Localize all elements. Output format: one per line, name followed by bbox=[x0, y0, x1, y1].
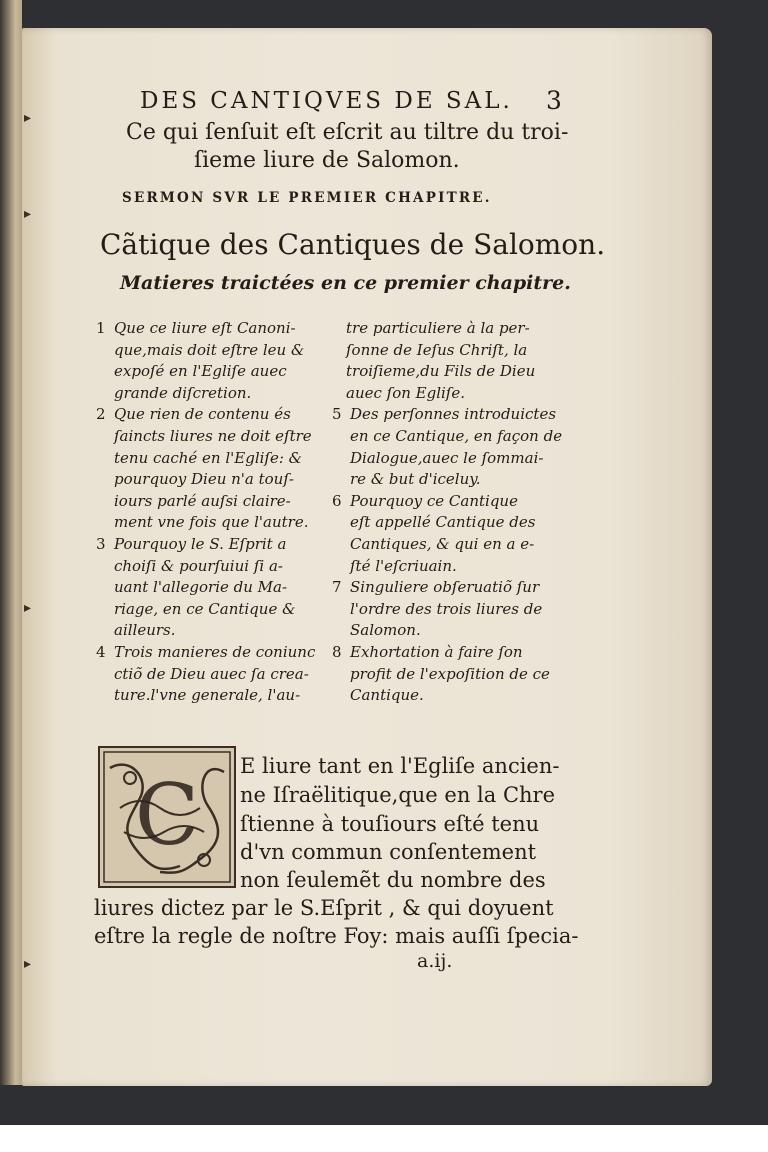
item-line: Cantique. bbox=[350, 686, 424, 705]
matter-item bbox=[332, 491, 564, 577]
body-line: E liure tant en l'Egliſe ancien- bbox=[240, 754, 560, 778]
item-line: l'ordre des trois liures de bbox=[350, 599, 543, 618]
item-line: auec ſon Egliſe. bbox=[346, 383, 466, 402]
body-line: non ſeulemẽt du nombre des bbox=[240, 868, 546, 892]
matter-item bbox=[332, 577, 564, 642]
body-line: eſtre la regle de noſtre Foy: mais auſſi ſpecia- bbox=[94, 924, 579, 948]
book-spine bbox=[0, 0, 22, 1085]
running-head: DES CANTIQVES DE SAL. bbox=[140, 88, 513, 114]
matter-item bbox=[332, 642, 564, 707]
ornament-icon bbox=[100, 748, 234, 886]
item-number: 5 bbox=[332, 405, 342, 424]
item-line: Que rien de contenu és bbox=[114, 405, 291, 424]
intro-line: Ce qui ſenſuit eſt eſcrit au tiltre du troi- bbox=[126, 120, 569, 145]
item-line: tre particuliere à la per- bbox=[346, 319, 530, 337]
item-line: re & but d'iceluy. bbox=[350, 470, 481, 489]
item-line: Salomon. bbox=[350, 621, 421, 640]
sermon-heading: SERMON SVR LE PREMIER CHAPITRE. bbox=[122, 190, 492, 206]
margin-mark: ▸ bbox=[24, 110, 32, 126]
item-line: tenu caché en l'Egliſe: & bbox=[114, 448, 303, 467]
item-line: ſonne de Ieſus Chriſt, la bbox=[346, 340, 528, 359]
matter-item bbox=[96, 642, 330, 707]
item-number: 4 bbox=[96, 642, 106, 661]
item-line: Cantiques, & qui en a e- bbox=[350, 534, 535, 553]
matters-right-column bbox=[332, 318, 564, 707]
matter-item bbox=[96, 318, 330, 404]
matter-item bbox=[332, 404, 564, 490]
item-number: 6 bbox=[332, 491, 342, 510]
item-line: Pourquoy le S. Eſprit a bbox=[114, 534, 287, 553]
item-line: troiſieme,du Fils de Dieu bbox=[346, 362, 536, 381]
item-number: 7 bbox=[332, 578, 342, 597]
item-line: ſaincts liures ne doit eſtre bbox=[114, 426, 312, 445]
item-line: Dialogue,auec le ſommai- bbox=[350, 448, 544, 467]
matter-item bbox=[96, 404, 330, 534]
body-line: d'vn commun conſentement bbox=[240, 840, 537, 864]
item-line: ture.l'vne generale, l'au- bbox=[114, 686, 301, 705]
item-line: ſté l'eſcriuain. bbox=[350, 556, 457, 575]
item-line: choiſi & pourſuiui ſi a- bbox=[114, 556, 283, 575]
item-line: profit de l'expoſition de ce bbox=[350, 664, 550, 683]
item-line: ctiõ de Dieu auec ſa crea- bbox=[114, 664, 309, 683]
item-number: 2 bbox=[96, 405, 106, 424]
item-line: Que ce liure eſt Canoni- bbox=[114, 319, 296, 337]
item-number: 8 bbox=[332, 642, 342, 661]
item-line: ment vne fois que l'autre. bbox=[114, 513, 309, 532]
item-number: 1 bbox=[96, 319, 106, 337]
item-line: ailleurs. bbox=[114, 621, 176, 640]
item-line: en ce Cantique, en façon de bbox=[350, 426, 563, 445]
subtitle: Matieres traictées en ce premier chapitre. bbox=[120, 272, 571, 294]
body-line: ne Iſraëlitique,que en la Chre bbox=[240, 783, 556, 807]
matter-item bbox=[96, 534, 330, 642]
catchword: a.ij. bbox=[417, 950, 453, 972]
item-line: Singuliere obſeruatiõ ſur bbox=[350, 578, 540, 597]
margin-mark: ▸ bbox=[24, 600, 32, 616]
item-line: uant l'allegorie du Ma- bbox=[114, 578, 288, 597]
item-line: Exhortation à faire ſon bbox=[350, 642, 523, 661]
margin-mark: ▸ bbox=[24, 206, 32, 222]
item-line: Trois manieres de coniunc bbox=[114, 642, 316, 661]
item-line: iours parlé auſsi claire- bbox=[114, 491, 291, 510]
item-number: 3 bbox=[96, 534, 106, 553]
intro-line: ſieme liure de Salomon. bbox=[194, 148, 460, 173]
matters-left-column bbox=[96, 318, 330, 707]
item-line: que,mais doit eſtre leu & bbox=[114, 340, 305, 359]
item-line: Pourquoy ce Cantique bbox=[350, 491, 518, 510]
page-number: 3 bbox=[546, 86, 562, 115]
item-line: expoſé en l'Egliſe auec bbox=[114, 362, 287, 381]
main-title: Cãtique des Cantiques de Salomon. bbox=[100, 228, 606, 261]
body-line: liures dictez par le S.Eſprit , & qui doyuent bbox=[94, 896, 554, 920]
item-line: pourquoy Dieu n'a touſ- bbox=[114, 470, 294, 489]
drop-cap-ornament bbox=[98, 746, 236, 888]
item-line: Des perſonnes introduictes bbox=[350, 405, 557, 424]
margin-mark: ▸ bbox=[24, 956, 32, 972]
body-line: ſtienne à touſiours eſté tenu bbox=[240, 812, 540, 836]
item-line: eſt appellé Cantique des bbox=[350, 513, 536, 532]
item-line: riage, en ce Cantique & bbox=[114, 599, 296, 618]
drop-cap-letter: C bbox=[134, 766, 200, 864]
item-continuation bbox=[332, 318, 564, 404]
item-line: grande diſcretion. bbox=[114, 383, 252, 402]
